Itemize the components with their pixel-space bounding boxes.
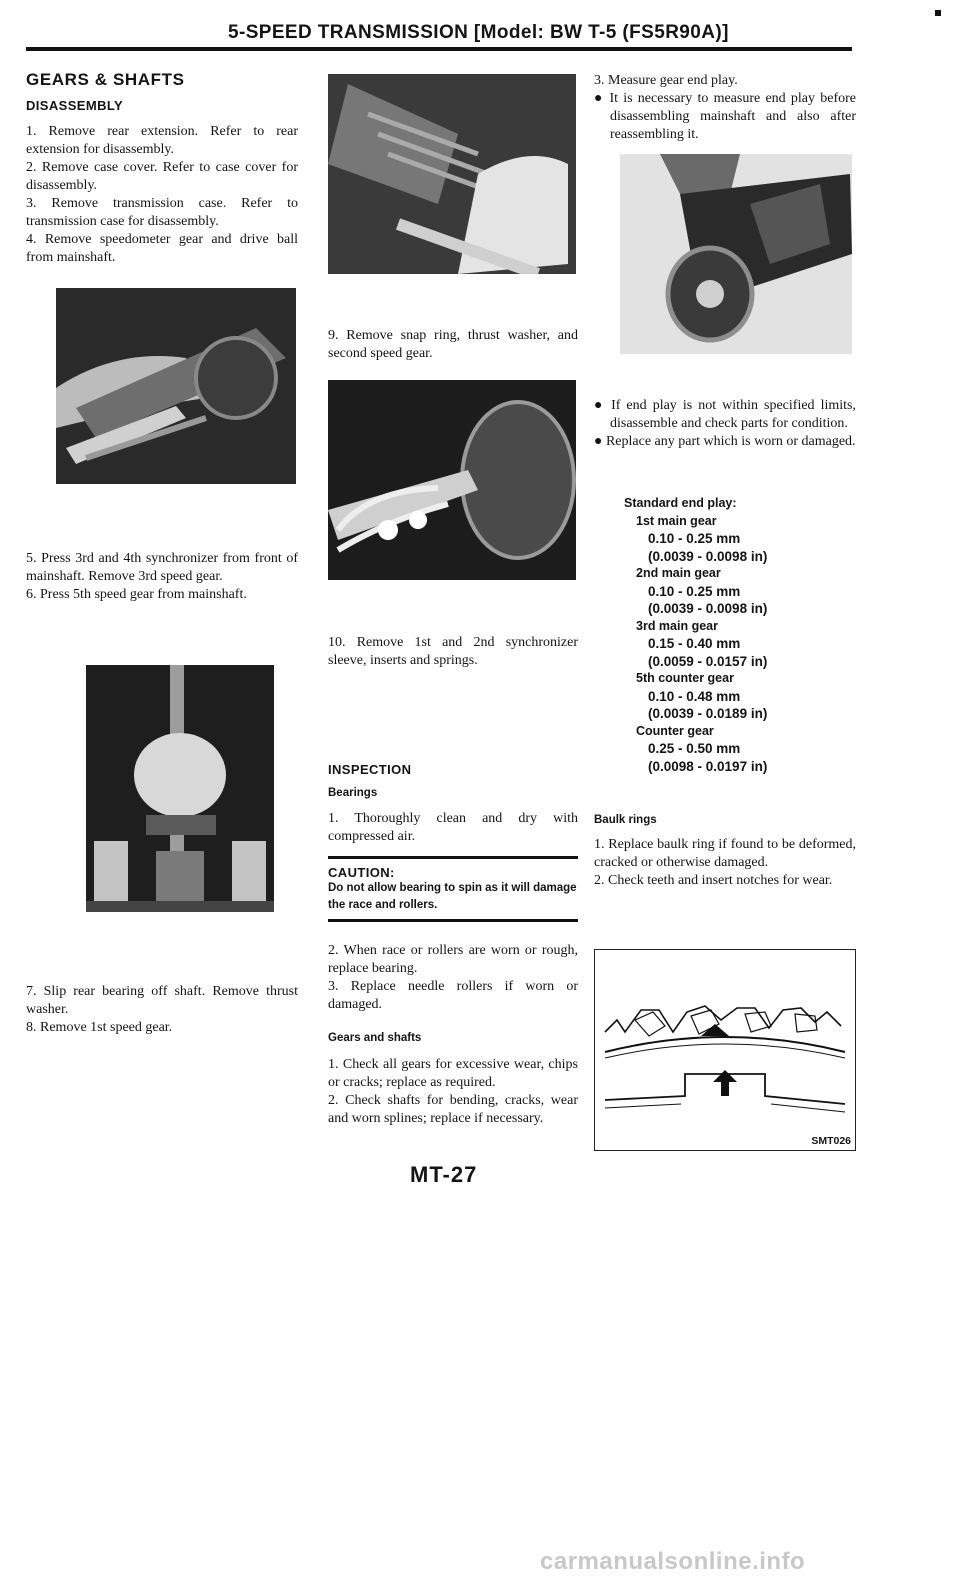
spec-label: 5th counter gear: [636, 671, 734, 685]
baulk-step-2: 2. Check teeth and insert notches for wear.: [594, 873, 833, 888]
page-number: MT-27: [410, 1162, 478, 1187]
spec-inch: (0.0039 - 0.0189 in): [648, 706, 768, 721]
bearings-heading: Bearings: [328, 787, 378, 799]
spec-1st-main-gear: [624, 513, 844, 566]
baulk-rings-steps: [594, 836, 856, 890]
disassembly-steps-5-6: [26, 550, 298, 604]
disassembly-heading: DISASSEMBLY: [26, 98, 124, 113]
spec-inch: (0.0098 - 0.0197 in): [648, 758, 768, 774]
caution-text: Do not allow bearing to spin as it will damage the race and rollers.: [328, 882, 577, 911]
spec-mm: 0.10 - 0.25 mm: [648, 583, 741, 599]
disassembly-steps-7-8: [26, 983, 298, 1037]
step-5: 5. Press 3rd and 4th synchronizer from front of mainshaft. Remove 3rd speed gear.: [26, 551, 298, 584]
photo-snap-ring-pliers: [328, 380, 576, 580]
replace-bullet-text: Replace any part which is worn or damaged.: [605, 434, 856, 449]
bullet-dot: ●: [594, 398, 612, 413]
photo-remove-speedometer-gear: [56, 288, 296, 484]
header-rule: [26, 47, 852, 51]
step-7: 7. Slip rear bearing off shaft. Remove thrust washer.: [26, 984, 298, 1017]
bearings-step-1: 1. Thoroughly clean and dry with compressed air.: [328, 811, 578, 844]
spec-label: 1st main gear: [636, 513, 717, 528]
spec-label: 3rd main gear: [636, 618, 718, 633]
limits-bullet: [594, 397, 856, 433]
end-play-bullets: [594, 397, 856, 451]
end-play-spec-table: [624, 495, 844, 775]
gears-shafts-steps: [328, 1056, 578, 1128]
caution-title: CAUTION:: [328, 865, 395, 880]
bearings-step-2: 2. When race or rollers are worn or rough, replace bearing.: [328, 943, 578, 976]
bearings-step-3: 3. Replace needle rollers if worn or damaged.: [328, 979, 578, 1012]
page-header-title: 5-SPEED TRANSMISSION [Model: BW T-5 (FS5R90A)]: [228, 22, 729, 43]
replace-bullet: [594, 433, 856, 451]
gears-shafts-heading: Gears and shafts: [328, 1032, 422, 1044]
bearings-step-1-block: [328, 810, 578, 846]
step-9-block: [328, 327, 578, 363]
caution-box: [328, 856, 578, 922]
spec-label: Counter gear: [636, 723, 714, 738]
step-10-block: [328, 634, 578, 670]
photo-measure-end-play: [620, 154, 852, 354]
section-title: GEARS & SHAFTS: [26, 70, 185, 89]
photo-mainshaft-gears: [328, 74, 576, 274]
spec-3rd-main-gear: [624, 618, 844, 671]
baulk-step-1: 1. Replace baulk ring if found to be deformed, cracked or otherwise damaged.: [594, 837, 856, 870]
baulk-ring-figure: [594, 949, 856, 1151]
step-4: 4. Remove speedometer gear and drive ball from mainshaft.: [26, 232, 298, 265]
gears-step-2: 2. Check shafts for bending, cracks, wear and worn splines; replace if necessary.: [328, 1093, 578, 1126]
step-1: 1. Remove rear extension. Refer to rear extension for disassembly.: [26, 124, 298, 157]
spec-counter-gear: [624, 723, 844, 776]
spec-inch: (0.0059 - 0.0157 in): [648, 653, 768, 669]
figure-code: SMT026: [811, 1135, 851, 1147]
step-9: 9. Remove snap ring, thrust washer, and second speed gear.: [328, 328, 578, 361]
step-8: 8. Remove 1st speed gear.: [26, 1020, 173, 1035]
bullet-dot: ●: [594, 434, 606, 449]
bullet-dot: ●: [594, 91, 610, 106]
baulk-ring-diagram: [595, 950, 855, 1150]
step-6: 6. Press 5th speed gear from mainshaft.: [26, 587, 247, 602]
spec-mm: 0.10 - 0.25 mm: [648, 531, 741, 546]
photo-shapes: [328, 74, 576, 274]
step-2: 2. Remove case cover. Refer to case cover for disassembly.: [26, 160, 298, 193]
spec-mm: 0.10 - 0.48 mm: [648, 688, 741, 704]
photo-shapes: [56, 288, 296, 484]
measure-block: [594, 72, 856, 144]
limits-bullet-text: If end play is not within specified limits, disassemble and check parts for condition.: [610, 398, 856, 431]
spec-inch: (0.0039 - 0.0098 in): [648, 601, 768, 616]
step-10: 10. Remove 1st and 2nd synchronizer sleeve, inserts and springs.: [328, 635, 578, 668]
spec-mm: 0.25 - 0.50 mm: [648, 741, 741, 756]
gears-step-1: 1. Check all gears for excessive wear, chips or cracks; replace as required.: [328, 1057, 578, 1090]
watermark: carmanualsonline.info: [540, 1548, 806, 1575]
photo-shapes: [328, 380, 576, 580]
inspection-heading: INSPECTION: [328, 762, 412, 777]
spec-5th-counter-gear: [624, 670, 844, 723]
measure-bullet: [594, 90, 856, 144]
baulk-rings-heading: Baulk rings: [594, 814, 657, 826]
photo-press-5th-gear: [86, 665, 274, 912]
spec-inch: (0.0039 - 0.0098 in): [648, 548, 768, 564]
spec-title: Standard end play:: [624, 496, 737, 510]
spec-mm: 0.15 - 0.40 mm: [648, 636, 741, 651]
measure-step: 3. Measure gear end play.: [594, 73, 738, 88]
corner-mark: [935, 10, 941, 16]
step-3: 3. Remove transmission case. Refer to transmission case for disassembly.: [26, 196, 298, 229]
bearings-steps-2-3: [328, 942, 578, 1014]
photo-shapes: [620, 154, 852, 354]
spec-label: 2nd main gear: [636, 566, 721, 580]
spec-2nd-main-gear: [624, 565, 844, 618]
photo-shapes: [86, 665, 274, 912]
measure-bullet-text: It is necessary to measure end play before disassembling mainshaft and also after reassembling it.: [609, 91, 856, 142]
disassembly-steps-1-4: [26, 123, 298, 267]
